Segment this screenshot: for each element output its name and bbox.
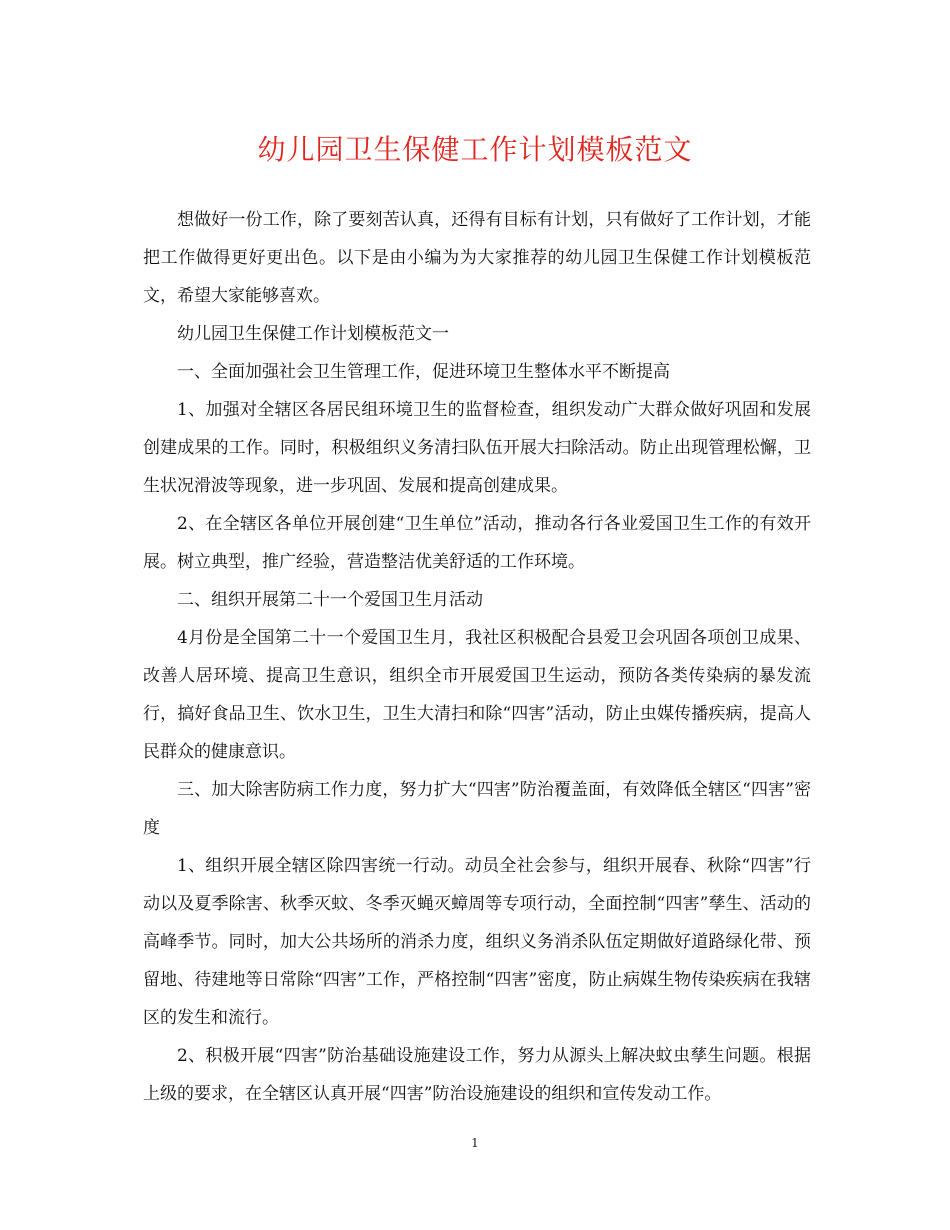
paragraph-section-3-item-2: 2、积极开展“四害”防治基础设施建设工作，努力从源头上解决蚊虫孳生问题。根据上级的要求，在全辖区认真开展“四害”防治设施建设的组织和宣传发动工作。 <box>143 1046 811 1104</box>
paragraph-section-3-heading: 三、加大除害防病工作力度，努力扩大“四害”防治覆盖面，有效降低全辖区“四害”密度 <box>143 780 811 838</box>
paragraph-section-2-body: 4月份是全国第二十一个爱国卫生月，我社区积极配合县爱卫会巩固各项创卫成果、改善人居环境、提高卫生意识，组织全市开展爱国卫生运动，预防各类传染病的暴发流行，搞好食品卫生、饮水卫生，卫生大清扫和除“四害”活动，防止虫媒传播疾病，提高人民群众的健康意识。 <box>143 628 811 762</box>
paragraph-section-3-item-1: 1、组织开展全辖区除四害统一行动。动员全社会参与，组织开展春、秋除“四害”行动以及夏季除害、秋季灭蚊、冬季灭蝇灭蟑周等专项行动，全面控制“四害”孳生、活动的高峰季节。同时，加大公共场所的消杀力度，组织义务消杀队伍定期做好道路绿化带、预留地、待建地等日常除“四害”工作，严格控制“四害”密度，防止病媒生物传染疾病在我辖区的发生和流行。 <box>143 856 811 1028</box>
paragraph-section-2-heading: 二、组织开展第二十一个爱国卫生月活动 <box>177 590 483 610</box>
document-title: 幼儿园卫生保健工作计划模板范文 <box>257 133 693 166</box>
paragraph-section-1-heading: 一、全面加强社会卫生管理工作，促进环境卫生整体水平不断提高 <box>177 362 670 382</box>
paragraph-section-1-item-2: 2、在全辖区各单位开展创建“卫生单位”活动，推动各行各业爱国卫生工作的有效开展。树立典型，推广经验，营造整洁优美舒适的工作环境。 <box>143 514 811 572</box>
page-number: 1 <box>471 1136 479 1150</box>
paragraph-section-1-item-1: 1、加强对全辖区各居民组环境卫生的监督检查，组织发动广大群众做好巩固和发展创建成果的工作。同时，积极组织义务清扫队伍开展大扫除活动。防止出现管理松懈，卫生状况滑波等现象，进一步巩固、发展和提高创建成果。 <box>143 400 811 496</box>
paragraph-sample-heading: 幼儿园卫生保健工作计划模板范文一 <box>177 324 449 344</box>
document-body <box>143 201 811 1113</box>
paragraph-intro: 想做好一份工作，除了要刻苦认真，还得有目标有计划，只有做好了工作计划，才能把工作做得更好更出色。以下是由小编为为大家推荐的幼儿园卫生保健工作计划模板范文，希望大家能够喜欢。 <box>143 210 811 306</box>
